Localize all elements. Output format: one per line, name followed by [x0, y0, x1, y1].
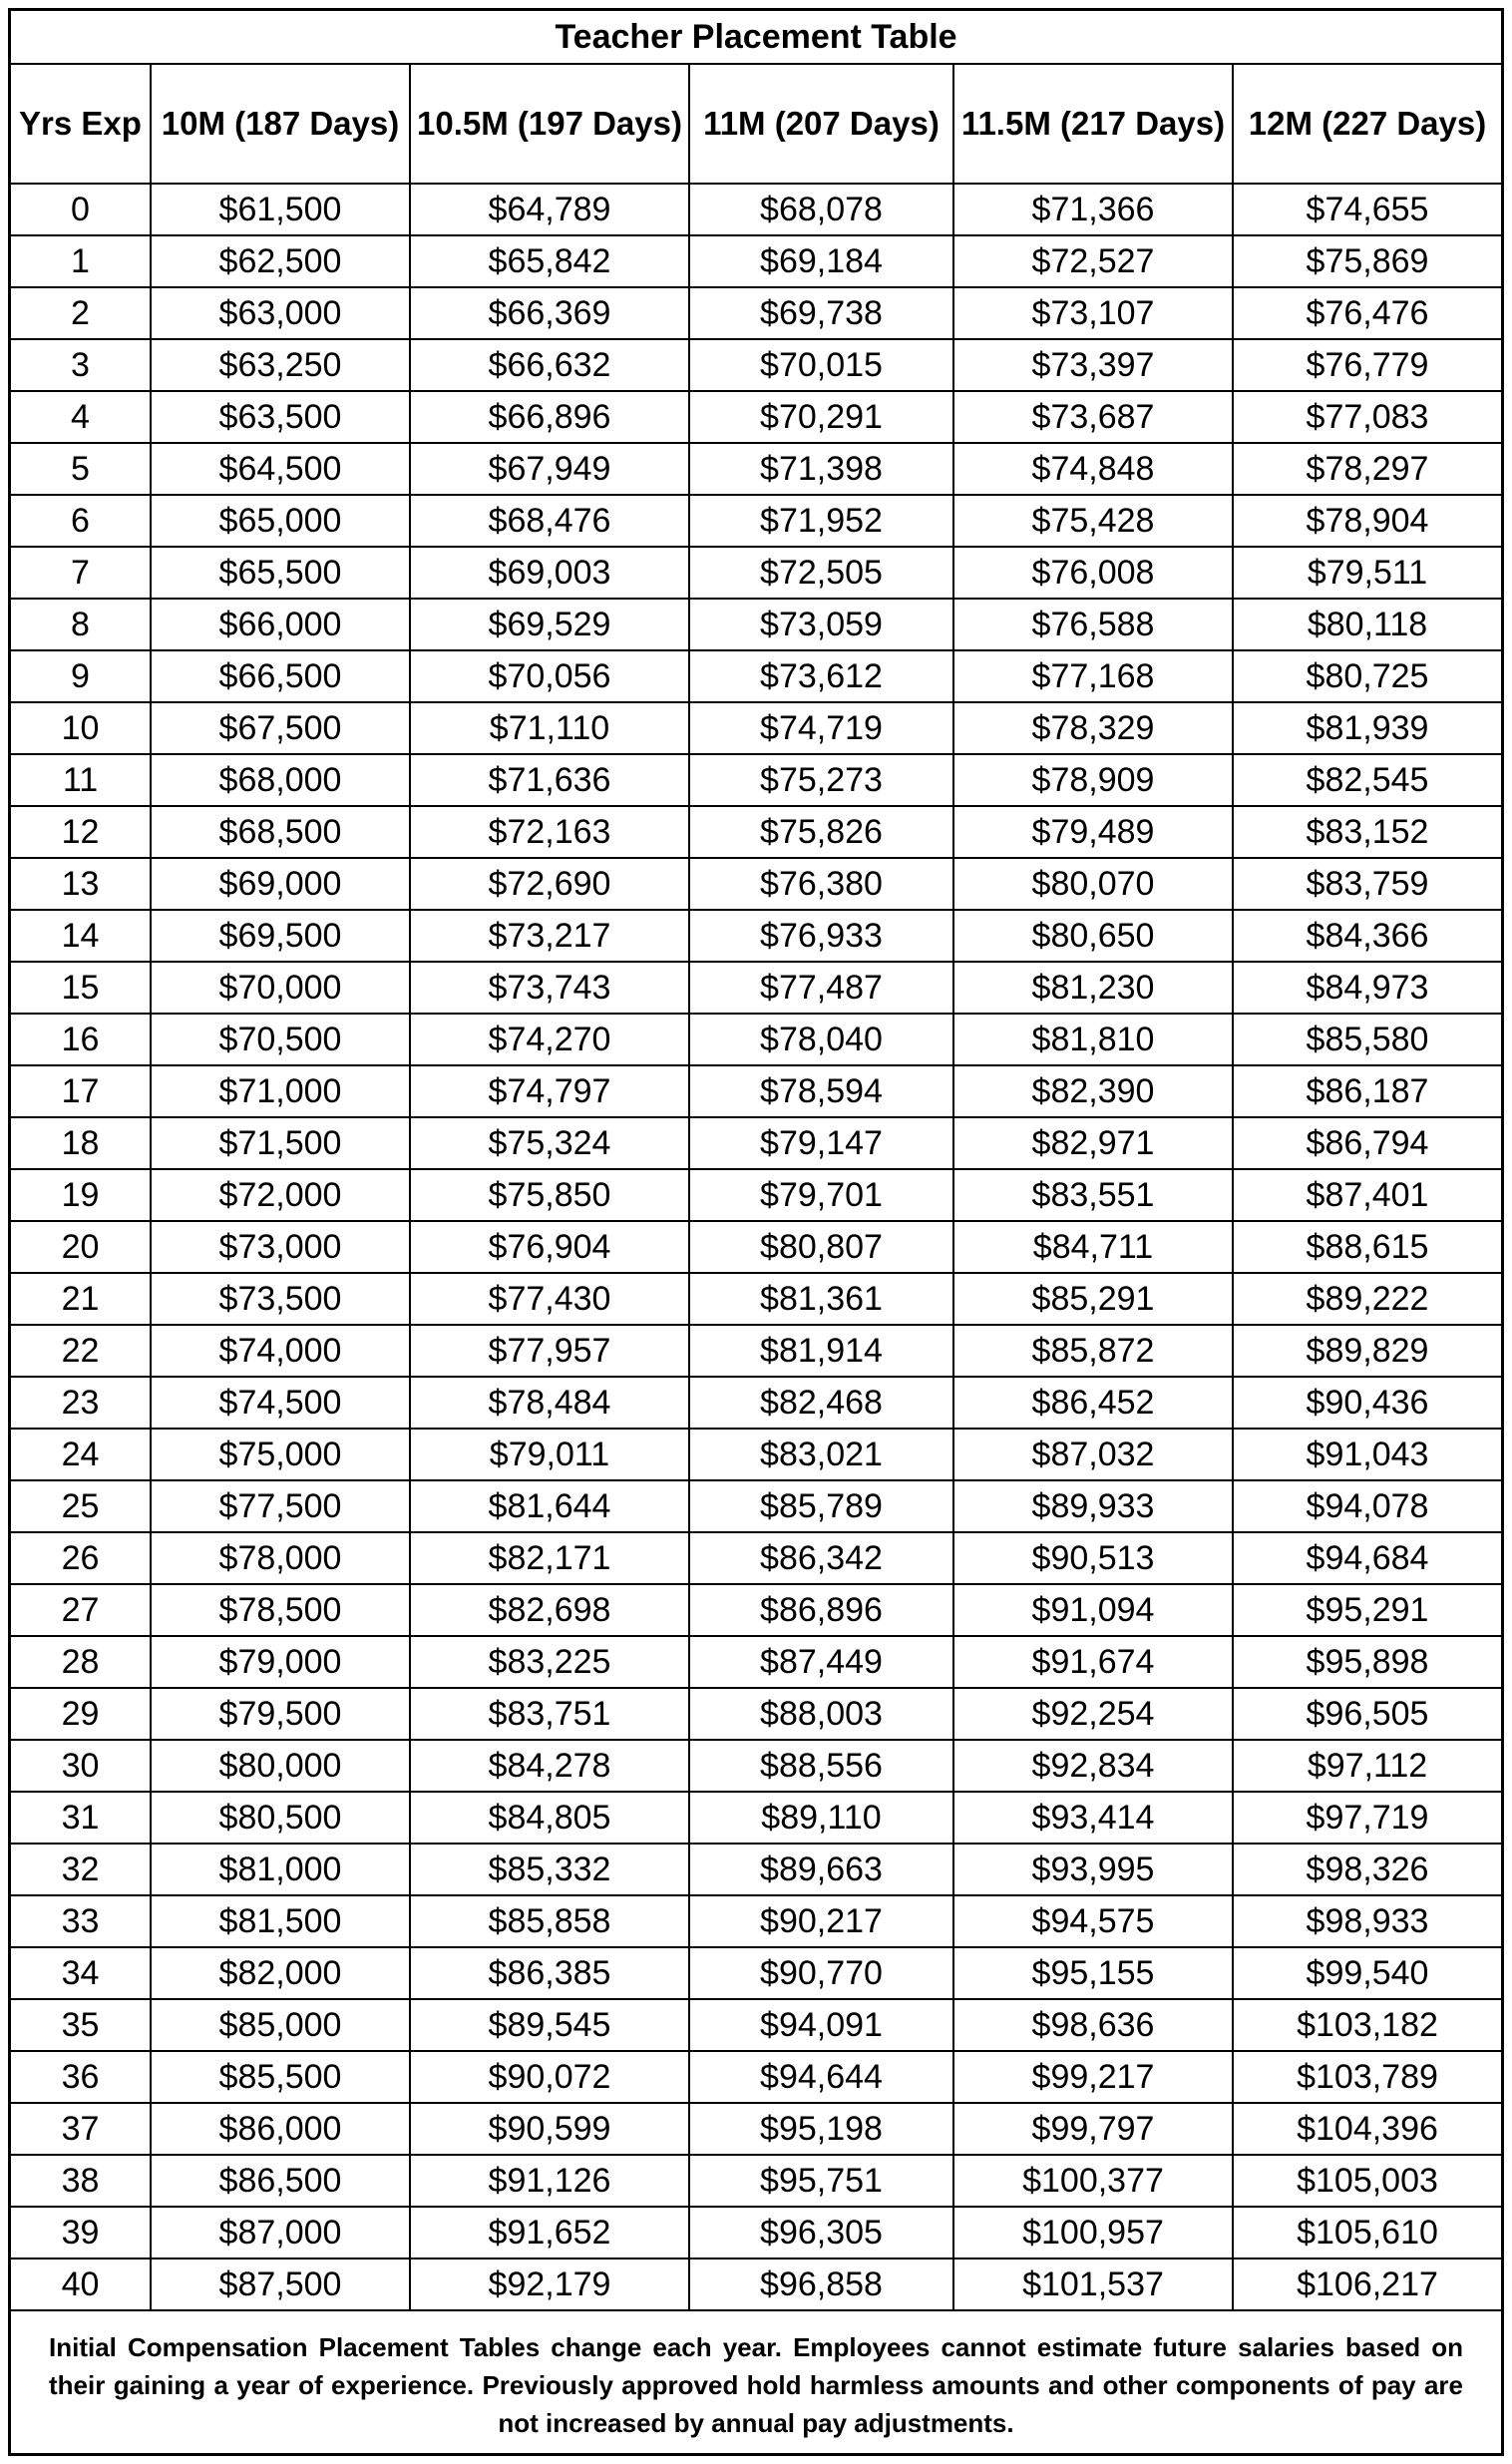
cell-yrs-exp: 38 [11, 2155, 151, 2207]
cell-yrs-exp: 2 [11, 287, 151, 339]
cell-11-5m: $73,687 [953, 391, 1233, 443]
cell-11-5m: $83,551 [953, 1169, 1233, 1221]
table-row [11, 2207, 1501, 2259]
cell-yrs-exp: 35 [11, 1999, 151, 2051]
cell-10-5m: $69,529 [410, 599, 689, 650]
cell-12m: $78,904 [1233, 495, 1501, 547]
table-row [11, 599, 1501, 650]
cell-10m: $81,000 [151, 1844, 410, 1895]
cell-10m: $82,000 [151, 1947, 410, 1999]
cell-yrs-exp: 9 [11, 650, 151, 702]
cell-yrs-exp: 0 [11, 184, 151, 235]
cell-11m: $71,398 [689, 443, 953, 495]
cell-10m: $66,000 [151, 599, 410, 650]
cell-yrs-exp: 15 [11, 962, 151, 1014]
cell-yrs-exp: 31 [11, 1792, 151, 1844]
cell-10m: $77,500 [151, 1480, 410, 1532]
cell-yrs-exp: 40 [11, 2259, 151, 2310]
cell-10m: $74,500 [151, 1377, 410, 1429]
cell-11-5m: $99,797 [953, 2103, 1233, 2155]
cell-12m: $89,222 [1233, 1273, 1501, 1325]
cell-10-5m: $64,789 [410, 184, 689, 235]
cell-10-5m: $74,270 [410, 1014, 689, 1065]
table-row [11, 806, 1501, 858]
cell-10-5m: $75,850 [410, 1169, 689, 1221]
cell-12m: $83,759 [1233, 858, 1501, 910]
cell-yrs-exp: 26 [11, 1532, 151, 1584]
salary-table [11, 11, 1501, 2459]
cell-11m: $79,701 [689, 1169, 953, 1221]
cell-10m: $73,000 [151, 1221, 410, 1273]
cell-11-5m: $85,872 [953, 1325, 1233, 1377]
cell-11-5m: $84,711 [953, 1221, 1233, 1273]
cell-10m: $71,500 [151, 1117, 410, 1169]
cell-11m: $89,110 [689, 1792, 953, 1844]
cell-10-5m: $84,278 [410, 1740, 689, 1792]
cell-11m: $94,644 [689, 2051, 953, 2103]
cell-10-5m: $85,332 [410, 1844, 689, 1895]
cell-12m: $95,898 [1233, 1636, 1501, 1688]
cell-10m: $80,000 [151, 1740, 410, 1792]
cell-12m: $82,545 [1233, 754, 1501, 806]
cell-10m: $79,500 [151, 1688, 410, 1740]
table-row [11, 391, 1501, 443]
cell-11m: $78,040 [689, 1014, 953, 1065]
cell-10-5m: $90,072 [410, 2051, 689, 2103]
table-row [11, 235, 1501, 287]
table-row [11, 2051, 1501, 2103]
table-row [11, 339, 1501, 391]
cell-11-5m: $78,329 [953, 702, 1233, 754]
cell-10-5m: $69,003 [410, 547, 689, 599]
cell-10m: $72,000 [151, 1169, 410, 1221]
cell-11m: $69,738 [689, 287, 953, 339]
cell-11-5m: $98,636 [953, 1999, 1233, 2051]
cell-10m: $80,500 [151, 1792, 410, 1844]
cell-10m: $68,000 [151, 754, 410, 806]
table-row [11, 1636, 1501, 1688]
cell-12m: $104,396 [1233, 2103, 1501, 2155]
cell-10-5m: $71,110 [410, 702, 689, 754]
cell-yrs-exp: 28 [11, 1636, 151, 1688]
cell-11m: $96,305 [689, 2207, 953, 2259]
cell-yrs-exp: 17 [11, 1065, 151, 1117]
table-row [11, 2103, 1501, 2155]
cell-10-5m: $74,797 [410, 1065, 689, 1117]
table-row [11, 2155, 1501, 2207]
cell-11m: $68,078 [689, 184, 953, 235]
cell-yrs-exp: 1 [11, 235, 151, 287]
cell-12m: $94,684 [1233, 1532, 1501, 1584]
column-header-11m: 11M (207 Days) [689, 64, 953, 184]
cell-11m: $75,273 [689, 754, 953, 806]
cell-11m: $88,556 [689, 1740, 953, 1792]
cell-11m: $70,291 [689, 391, 953, 443]
table-row [11, 443, 1501, 495]
table-row [11, 910, 1501, 962]
cell-11-5m: $80,650 [953, 910, 1233, 962]
cell-yrs-exp: 18 [11, 1117, 151, 1169]
cell-12m: $84,366 [1233, 910, 1501, 962]
cell-11-5m: $101,537 [953, 2259, 1233, 2310]
cell-11m: $76,380 [689, 858, 953, 910]
cell-11m: $95,198 [689, 2103, 953, 2155]
table-row [11, 650, 1501, 702]
table-row [11, 1688, 1501, 1740]
cell-10-5m: $81,644 [410, 1480, 689, 1532]
cell-10-5m: $72,690 [410, 858, 689, 910]
cell-yrs-exp: 37 [11, 2103, 151, 2155]
cell-11-5m: $72,527 [953, 235, 1233, 287]
cell-12m: $97,112 [1233, 1740, 1501, 1792]
cell-10-5m: $70,056 [410, 650, 689, 702]
cell-11-5m: $79,489 [953, 806, 1233, 858]
cell-10-5m: $86,385 [410, 1947, 689, 1999]
table-row [11, 1221, 1501, 1273]
cell-10m: $78,500 [151, 1584, 410, 1636]
cell-10-5m: $82,698 [410, 1584, 689, 1636]
cell-yrs-exp: 24 [11, 1429, 151, 1480]
column-header-11-5m: 11.5M (217 Days) [953, 64, 1233, 184]
cell-12m: $105,003 [1233, 2155, 1501, 2207]
cell-10-5m: $77,957 [410, 1325, 689, 1377]
cell-10-5m: $85,858 [410, 1895, 689, 1947]
cell-10-5m: $71,636 [410, 754, 689, 806]
table-row [11, 1532, 1501, 1584]
cell-10m: $65,500 [151, 547, 410, 599]
cell-11-5m: $82,390 [953, 1065, 1233, 1117]
cell-12m: $106,217 [1233, 2259, 1501, 2310]
table-row [11, 1740, 1501, 1792]
cell-12m: $105,610 [1233, 2207, 1501, 2259]
cell-11m: $72,505 [689, 547, 953, 599]
cell-10-5m: $90,599 [410, 2103, 689, 2155]
cell-11-5m: $80,070 [953, 858, 1233, 910]
cell-12m: $99,540 [1233, 1947, 1501, 1999]
table-row [11, 2259, 1501, 2310]
cell-12m: $103,789 [1233, 2051, 1501, 2103]
cell-11-5m: $81,230 [953, 962, 1233, 1014]
table-row [11, 1273, 1501, 1325]
table-body [11, 184, 1501, 2310]
cell-10-5m: $83,225 [410, 1636, 689, 1688]
cell-11-5m: $73,397 [953, 339, 1233, 391]
cell-11-5m: $73,107 [953, 287, 1233, 339]
column-header-row [11, 64, 1501, 184]
cell-10m: $70,000 [151, 962, 410, 1014]
cell-12m: $91,043 [1233, 1429, 1501, 1480]
cell-10m: $79,000 [151, 1636, 410, 1688]
cell-10m: $85,500 [151, 2051, 410, 2103]
cell-10-5m: $65,842 [410, 235, 689, 287]
table-row [11, 754, 1501, 806]
cell-10-5m: $66,632 [410, 339, 689, 391]
cell-12m: $95,291 [1233, 1584, 1501, 1636]
column-header-10m: 10M (187 Days) [151, 64, 410, 184]
cell-12m: $89,829 [1233, 1325, 1501, 1377]
cell-11-5m: $95,155 [953, 1947, 1233, 1999]
cell-11-5m: $76,008 [953, 547, 1233, 599]
cell-11m: $75,826 [689, 806, 953, 858]
table-row [11, 1014, 1501, 1065]
cell-yrs-exp: 21 [11, 1273, 151, 1325]
cell-11-5m: $100,957 [953, 2207, 1233, 2259]
column-header-10-5m: 10.5M (197 Days) [410, 64, 689, 184]
cell-12m: $97,719 [1233, 1792, 1501, 1844]
cell-12m: $85,580 [1233, 1014, 1501, 1065]
cell-yrs-exp: 8 [11, 599, 151, 650]
cell-yrs-exp: 14 [11, 910, 151, 962]
placement-table-document [8, 8, 1504, 2456]
cell-10m: $65,000 [151, 495, 410, 547]
cell-yrs-exp: 20 [11, 1221, 151, 1273]
table-row [11, 1325, 1501, 1377]
cell-11-5m: $75,428 [953, 495, 1233, 547]
cell-11-5m: $82,971 [953, 1117, 1233, 1169]
cell-10m: $73,500 [151, 1273, 410, 1325]
cell-10-5m: $83,751 [410, 1688, 689, 1740]
cell-11-5m: $71,366 [953, 184, 1233, 235]
cell-11-5m: $89,933 [953, 1480, 1233, 1532]
table-row [11, 1480, 1501, 1532]
table-row [11, 287, 1501, 339]
cell-yrs-exp: 16 [11, 1014, 151, 1065]
cell-11m: $79,147 [689, 1117, 953, 1169]
cell-10m: $61,500 [151, 184, 410, 235]
cell-11-5m: $76,588 [953, 599, 1233, 650]
cell-11-5m: $74,848 [953, 443, 1233, 495]
cell-yrs-exp: 22 [11, 1325, 151, 1377]
cell-12m: $77,083 [1233, 391, 1501, 443]
cell-10-5m: $84,805 [410, 1792, 689, 1844]
cell-12m: $76,779 [1233, 339, 1501, 391]
cell-11m: $82,468 [689, 1377, 953, 1429]
cell-11-5m: $93,995 [953, 1844, 1233, 1895]
cell-11-5m: $78,909 [953, 754, 1233, 806]
cell-10m: $67,500 [151, 702, 410, 754]
cell-10m: $62,500 [151, 235, 410, 287]
table-row [11, 184, 1501, 235]
cell-10-5m: $79,011 [410, 1429, 689, 1480]
cell-10m: $78,000 [151, 1532, 410, 1584]
cell-11m: $87,449 [689, 1636, 953, 1688]
cell-12m: $80,725 [1233, 650, 1501, 702]
cell-yrs-exp: 7 [11, 547, 151, 599]
cell-yrs-exp: 4 [11, 391, 151, 443]
cell-11-5m: $91,094 [953, 1584, 1233, 1636]
cell-10-5m: $76,904 [410, 1221, 689, 1273]
table-row [11, 1377, 1501, 1429]
cell-12m: $88,615 [1233, 1221, 1501, 1273]
cell-10-5m: $92,179 [410, 2259, 689, 2310]
cell-11m: $86,342 [689, 1532, 953, 1584]
cell-11m: $78,594 [689, 1065, 953, 1117]
cell-12m: $98,326 [1233, 1844, 1501, 1895]
cell-10m: $71,000 [151, 1065, 410, 1117]
cell-yrs-exp: 32 [11, 1844, 151, 1895]
cell-10m: $68,500 [151, 806, 410, 858]
cell-12m: $80,118 [1233, 599, 1501, 650]
cell-11-5m: $85,291 [953, 1273, 1233, 1325]
cell-12m: $86,187 [1233, 1065, 1501, 1117]
cell-yrs-exp: 27 [11, 1584, 151, 1636]
cell-11m: $81,914 [689, 1325, 953, 1377]
cell-11-5m: $93,414 [953, 1792, 1233, 1844]
cell-11m: $88,003 [689, 1688, 953, 1740]
table-row [11, 1584, 1501, 1636]
cell-yrs-exp: 5 [11, 443, 151, 495]
cell-yrs-exp: 39 [11, 2207, 151, 2259]
cell-10-5m: $68,476 [410, 495, 689, 547]
cell-10m: $75,000 [151, 1429, 410, 1480]
cell-11m: $86,896 [689, 1584, 953, 1636]
table-row [11, 1065, 1501, 1117]
cell-11-5m: $92,254 [953, 1688, 1233, 1740]
cell-11-5m: $77,168 [953, 650, 1233, 702]
cell-10-5m: $78,484 [410, 1377, 689, 1429]
table-title: Teacher Placement Table [11, 11, 1501, 64]
cell-11-5m: $100,377 [953, 2155, 1233, 2207]
cell-11m: $81,361 [689, 1273, 953, 1325]
cell-11m: $73,059 [689, 599, 953, 650]
cell-11m: $85,789 [689, 1480, 953, 1532]
cell-12m: $75,869 [1233, 235, 1501, 287]
cell-11m: $69,184 [689, 235, 953, 287]
table-row [11, 1429, 1501, 1480]
cell-12m: $94,078 [1233, 1480, 1501, 1532]
table-row [11, 858, 1501, 910]
cell-10-5m: $91,652 [410, 2207, 689, 2259]
column-header-yrs-exp: Yrs Exp [11, 64, 151, 184]
cell-11m: $74,719 [689, 702, 953, 754]
table-row [11, 1844, 1501, 1895]
cell-10m: $69,500 [151, 910, 410, 962]
cell-11-5m: $92,834 [953, 1740, 1233, 1792]
cell-12m: $81,939 [1233, 702, 1501, 754]
cell-yrs-exp: 29 [11, 1688, 151, 1740]
cell-yrs-exp: 30 [11, 1740, 151, 1792]
cell-11-5m: $87,032 [953, 1429, 1233, 1480]
table-row [11, 1999, 1501, 2051]
table-row [11, 1169, 1501, 1221]
cell-11-5m: $86,452 [953, 1377, 1233, 1429]
cell-10m: $63,500 [151, 391, 410, 443]
cell-yrs-exp: 36 [11, 2051, 151, 2103]
cell-11-5m: $81,810 [953, 1014, 1233, 1065]
cell-12m: $90,436 [1233, 1377, 1501, 1429]
table-row [11, 495, 1501, 547]
cell-10m: $86,500 [151, 2155, 410, 2207]
table-row [11, 962, 1501, 1014]
cell-10-5m: $73,217 [410, 910, 689, 962]
cell-10m: $66,500 [151, 650, 410, 702]
cell-yrs-exp: 13 [11, 858, 151, 910]
cell-10m: $63,250 [151, 339, 410, 391]
cell-yrs-exp: 23 [11, 1377, 151, 1429]
cell-11m: $73,612 [689, 650, 953, 702]
cell-12m: $103,182 [1233, 1999, 1501, 2051]
cell-11m: $83,021 [689, 1429, 953, 1480]
cell-11m: $76,933 [689, 910, 953, 962]
table-row [11, 702, 1501, 754]
cell-12m: $96,505 [1233, 1688, 1501, 1740]
cell-10-5m: $66,896 [410, 391, 689, 443]
cell-12m: $86,794 [1233, 1117, 1501, 1169]
cell-10-5m: $73,743 [410, 962, 689, 1014]
cell-11m: $70,015 [689, 339, 953, 391]
footnote: Initial Compensation Placement Tables change each year. Employees cannot estimate future salaries based on their gaining a year of experience. Previously approved hold harmless amounts and other components of pay are not increased by annual pay adjustments. [11, 2310, 1501, 2459]
table-row [11, 1117, 1501, 1169]
cell-10m: $64,500 [151, 443, 410, 495]
cell-10m: $81,500 [151, 1895, 410, 1947]
cell-12m: $87,401 [1233, 1169, 1501, 1221]
cell-yrs-exp: 6 [11, 495, 151, 547]
table-row [11, 547, 1501, 599]
table-row [11, 1947, 1501, 1999]
cell-11m: $90,770 [689, 1947, 953, 1999]
cell-12m: $74,655 [1233, 184, 1501, 235]
cell-10-5m: $66,369 [410, 287, 689, 339]
cell-11m: $89,663 [689, 1844, 953, 1895]
cell-10m: $69,000 [151, 858, 410, 910]
table-row [11, 1895, 1501, 1947]
table-row [11, 1792, 1501, 1844]
cell-10m: $74,000 [151, 1325, 410, 1377]
cell-yrs-exp: 3 [11, 339, 151, 391]
cell-10-5m: $72,163 [410, 806, 689, 858]
cell-10m: $87,500 [151, 2259, 410, 2310]
cell-10-5m: $89,545 [410, 1999, 689, 2051]
cell-yrs-exp: 12 [11, 806, 151, 858]
cell-11-5m: $91,674 [953, 1636, 1233, 1688]
cell-yrs-exp: 33 [11, 1895, 151, 1947]
cell-12m: $98,933 [1233, 1895, 1501, 1947]
column-header-12m: 12M (227 Days) [1233, 64, 1501, 184]
cell-10-5m: $75,324 [410, 1117, 689, 1169]
cell-10m: $86,000 [151, 2103, 410, 2155]
cell-10m: $70,500 [151, 1014, 410, 1065]
cell-11m: $77,487 [689, 962, 953, 1014]
cell-11-5m: $90,513 [953, 1532, 1233, 1584]
cell-11m: $95,751 [689, 2155, 953, 2207]
cell-11m: $94,091 [689, 1999, 953, 2051]
cell-12m: $78,297 [1233, 443, 1501, 495]
cell-11m: $80,807 [689, 1221, 953, 1273]
cell-yrs-exp: 10 [11, 702, 151, 754]
cell-12m: $79,511 [1233, 547, 1501, 599]
cell-yrs-exp: 11 [11, 754, 151, 806]
cell-12m: $83,152 [1233, 806, 1501, 858]
cell-11-5m: $99,217 [953, 2051, 1233, 2103]
cell-yrs-exp: 19 [11, 1169, 151, 1221]
cell-10-5m: $82,171 [410, 1532, 689, 1584]
cell-12m: $76,476 [1233, 287, 1501, 339]
cell-11m: $90,217 [689, 1895, 953, 1947]
cell-10-5m: $91,126 [410, 2155, 689, 2207]
cell-yrs-exp: 34 [11, 1947, 151, 1999]
cell-yrs-exp: 25 [11, 1480, 151, 1532]
cell-10-5m: $67,949 [410, 443, 689, 495]
cell-10m: $85,000 [151, 1999, 410, 2051]
cell-11m: $71,952 [689, 495, 953, 547]
cell-12m: $84,973 [1233, 962, 1501, 1014]
cell-10-5m: $77,430 [410, 1273, 689, 1325]
cell-11-5m: $94,575 [953, 1895, 1233, 1947]
cell-10m: $87,000 [151, 2207, 410, 2259]
cell-10m: $63,000 [151, 287, 410, 339]
cell-11m: $96,858 [689, 2259, 953, 2310]
